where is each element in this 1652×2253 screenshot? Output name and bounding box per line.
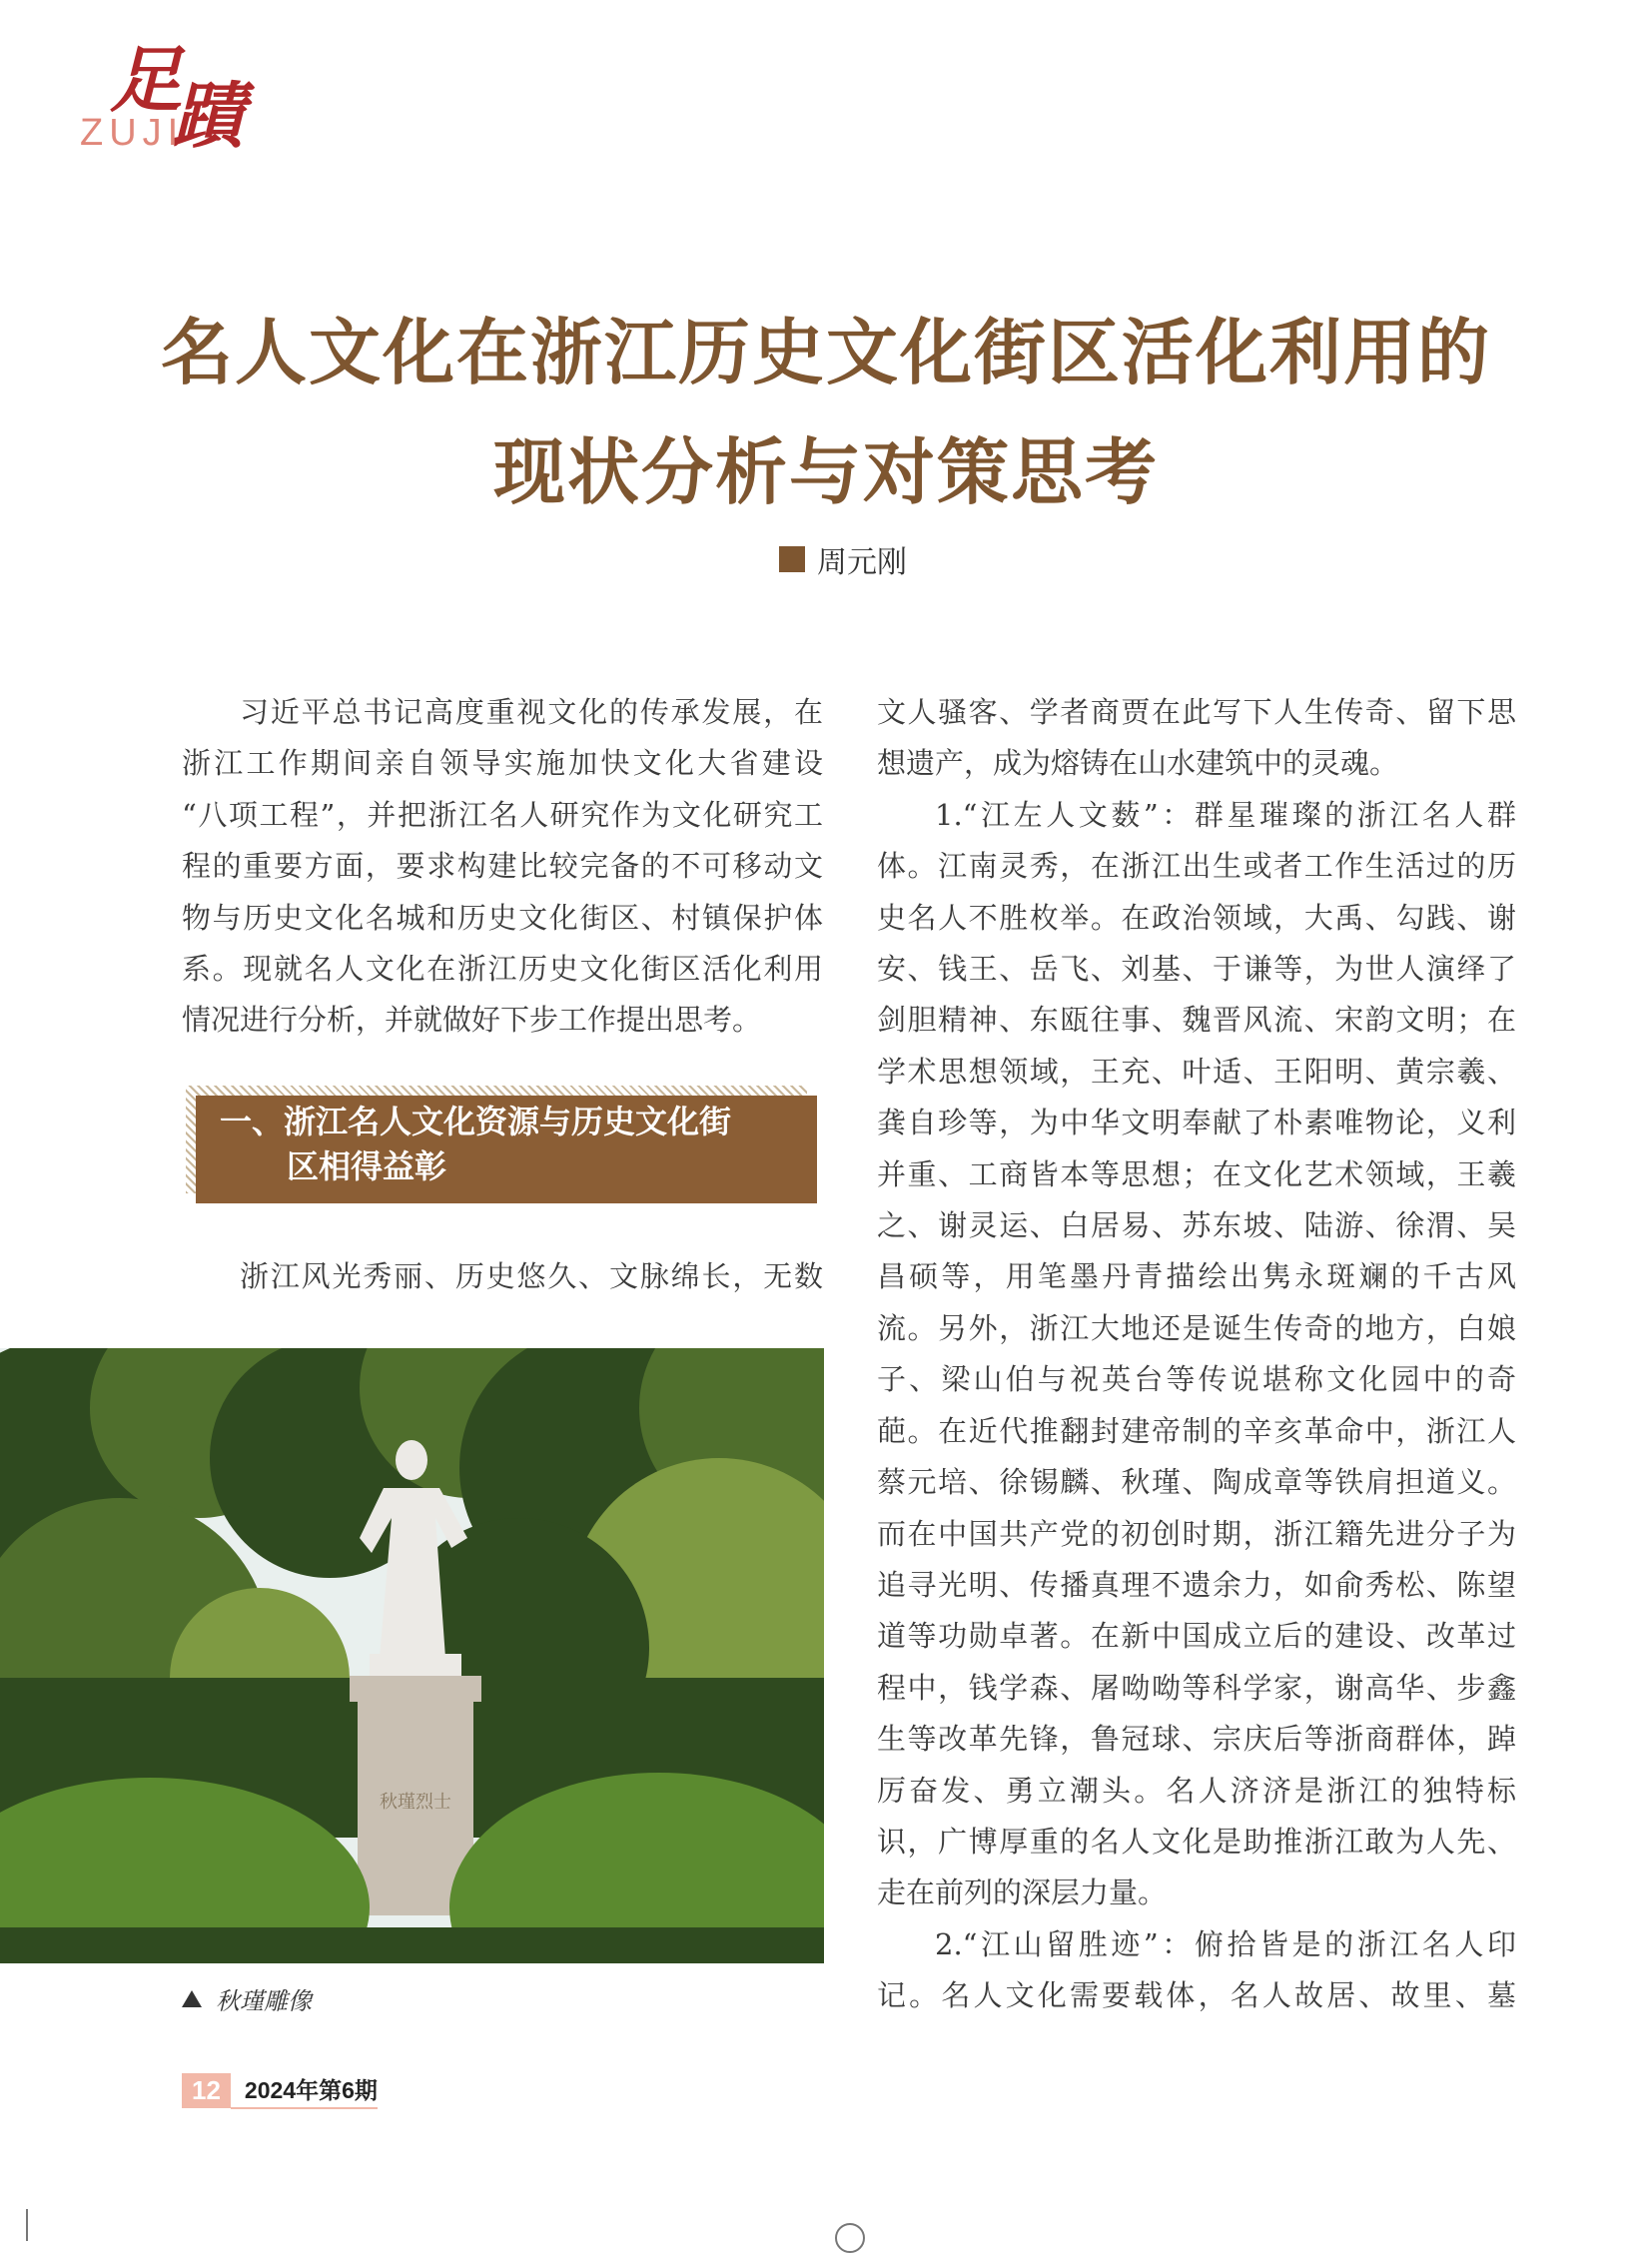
text-line: 程的重要方面，要求构建比较完备的不可移动文: [182, 849, 823, 884]
text-line: 并重、工商皆本等思想；在文化艺术领域，王羲: [877, 1156, 1516, 1191]
text-line: 程中，钱学森、屠呦呦等科学家，谢高华、步鑫: [877, 1670, 1516, 1705]
statue-head: [396, 1440, 427, 1480]
text-line: 记。名人文化需要载体，名人故居、故里、墓: [877, 1978, 1516, 2013]
text-line: 葩。在近代推翻封建帝制的辛亥革命中，浙江人: [877, 1413, 1516, 1448]
author-name: 周元刚: [817, 545, 907, 580]
text-line: 剑胆精神、东瓯往事、魏晋风流、宋韵文明；在: [877, 1003, 1516, 1038]
text-line: 物与历史文化名城和历史文化街区、村镇保护体: [182, 900, 823, 935]
text-line: 安、钱王、岳飞、刘基、于谦等，为世人演绎了: [877, 952, 1516, 987]
text-line: 龚自珍等，为中华文明奉献了朴素唯物论，义利: [877, 1106, 1516, 1140]
right-column: [877, 687, 1516, 2022]
text-line: 学术思想领域，王充、叶适、王阳明、黄宗羲、: [877, 1054, 1516, 1089]
text-line: 子、梁山伯与祝英台等传说堪称文化园中的奇: [877, 1362, 1516, 1397]
photo-caption: [182, 1981, 312, 2016]
text-line: 文人骚客、学者商贾在此写下人生传奇、留下思: [877, 695, 1516, 729]
text-line: 而在中国共产党的初创时期，浙江籍先进分子为: [877, 1516, 1516, 1551]
author-byline: [779, 537, 907, 581]
text-line: 流。另外，浙江大地还是诞生传奇的地方，白娘: [877, 1310, 1516, 1345]
text-line: 走在前列的深层力量。: [877, 1876, 1168, 1910]
intro-paragraph: [182, 687, 823, 1047]
masthead-char-1: 足: [110, 37, 179, 122]
item1-lead: 1.“江左人文薮”：群星璀璨的浙江名人群: [935, 797, 1516, 832]
text-line: 系。现就名人文化在浙江历史文化街区活化利用: [182, 952, 823, 987]
crop-mark: [26, 2209, 28, 2241]
registration-mark-icon: [835, 2223, 865, 2253]
masthead-char-2: 蹟: [172, 73, 241, 158]
item2-lead: 2.“江山留胜迹”：俯拾皆是的浙江名人印: [935, 1926, 1516, 1961]
issue-label: 2024年第6期: [231, 2072, 378, 2109]
statue-base: [370, 1654, 461, 1676]
section-first-line: 浙江风光秀丽、历史悠久、文脉绵长，无数: [240, 1259, 823, 1293]
text-line: 情况进行分析，并就做好下步工作提出思考。: [182, 1003, 762, 1038]
section-heading: [186, 1086, 817, 1203]
triangle-up-icon: [182, 1990, 202, 2007]
text-line: 追寻光明、传播真理不遗余力，如俞秀松、陈望: [877, 1567, 1516, 1602]
text-line: 习近平总书记高度重视文化的传承发展，在: [240, 695, 823, 729]
caption-text: 秋瑾雕像: [216, 1987, 312, 2015]
page-number: 12: [182, 2073, 231, 2108]
text-line: 蔡元培、徐锡麟、秋瑾、陶成章等铁肩担道义。: [877, 1465, 1516, 1500]
text-line: 浙江工作期间亲自领导实施加快文化大省建设: [182, 746, 823, 781]
square-bullet-icon: [779, 546, 805, 572]
article-title-line-1: 名人文化在浙江历史文化街区活化利用的: [160, 311, 1491, 394]
page-footer: [182, 2072, 378, 2109]
qiu-jin-statue-image: [0, 1348, 824, 1963]
section-heading-line-2: 区相得益彰: [287, 1147, 447, 1185]
text-line: 体。江南灵秀，在浙江出生或者工作生活过的历: [877, 849, 1516, 884]
text-line: 道等功勋卓著。在新中国成立后的建设、改革过: [877, 1619, 1516, 1654]
pedestal-plaque: 秋瑾烈士: [380, 1792, 451, 1813]
statue-photo: [0, 1348, 824, 1963]
masthead-pinyin: ZUJI: [80, 112, 185, 154]
pedestal-cap: [350, 1676, 481, 1702]
text-line: 厉奋发、勇立潮头。名人济济是浙江的独特标: [877, 1773, 1516, 1808]
text-line: 识，广博厚重的名人文化是助推浙江敢为人先、: [877, 1824, 1516, 1859]
section-heading-line-1: 一、浙江名人文化资源与历史文化街: [220, 1103, 732, 1140]
text-line: 昌硕等，用笔墨丹青描绘出隽永斑斓的千古风: [877, 1259, 1516, 1294]
text-line: 之、谢灵运、白居易、苏东坡、陆游、徐渭、吴: [877, 1208, 1516, 1243]
text-line: 史名人不胜枚举。在政治领域，大禹、勾践、谢: [877, 900, 1516, 935]
text-line: “八项工程”，并把浙江名人研究作为文化研究工: [182, 797, 823, 832]
section-heading-text: [220, 1100, 799, 1189]
article-title-line-2: 现状分析与对策思考: [492, 430, 1159, 514]
ground: [0, 1927, 824, 1963]
text-line: 生等改革先锋，鲁冠球、宗庆后等浙商群体，踔: [877, 1722, 1516, 1757]
text-line: 想遗产，成为熔铸在山水建筑中的灵魂。: [877, 746, 1399, 781]
